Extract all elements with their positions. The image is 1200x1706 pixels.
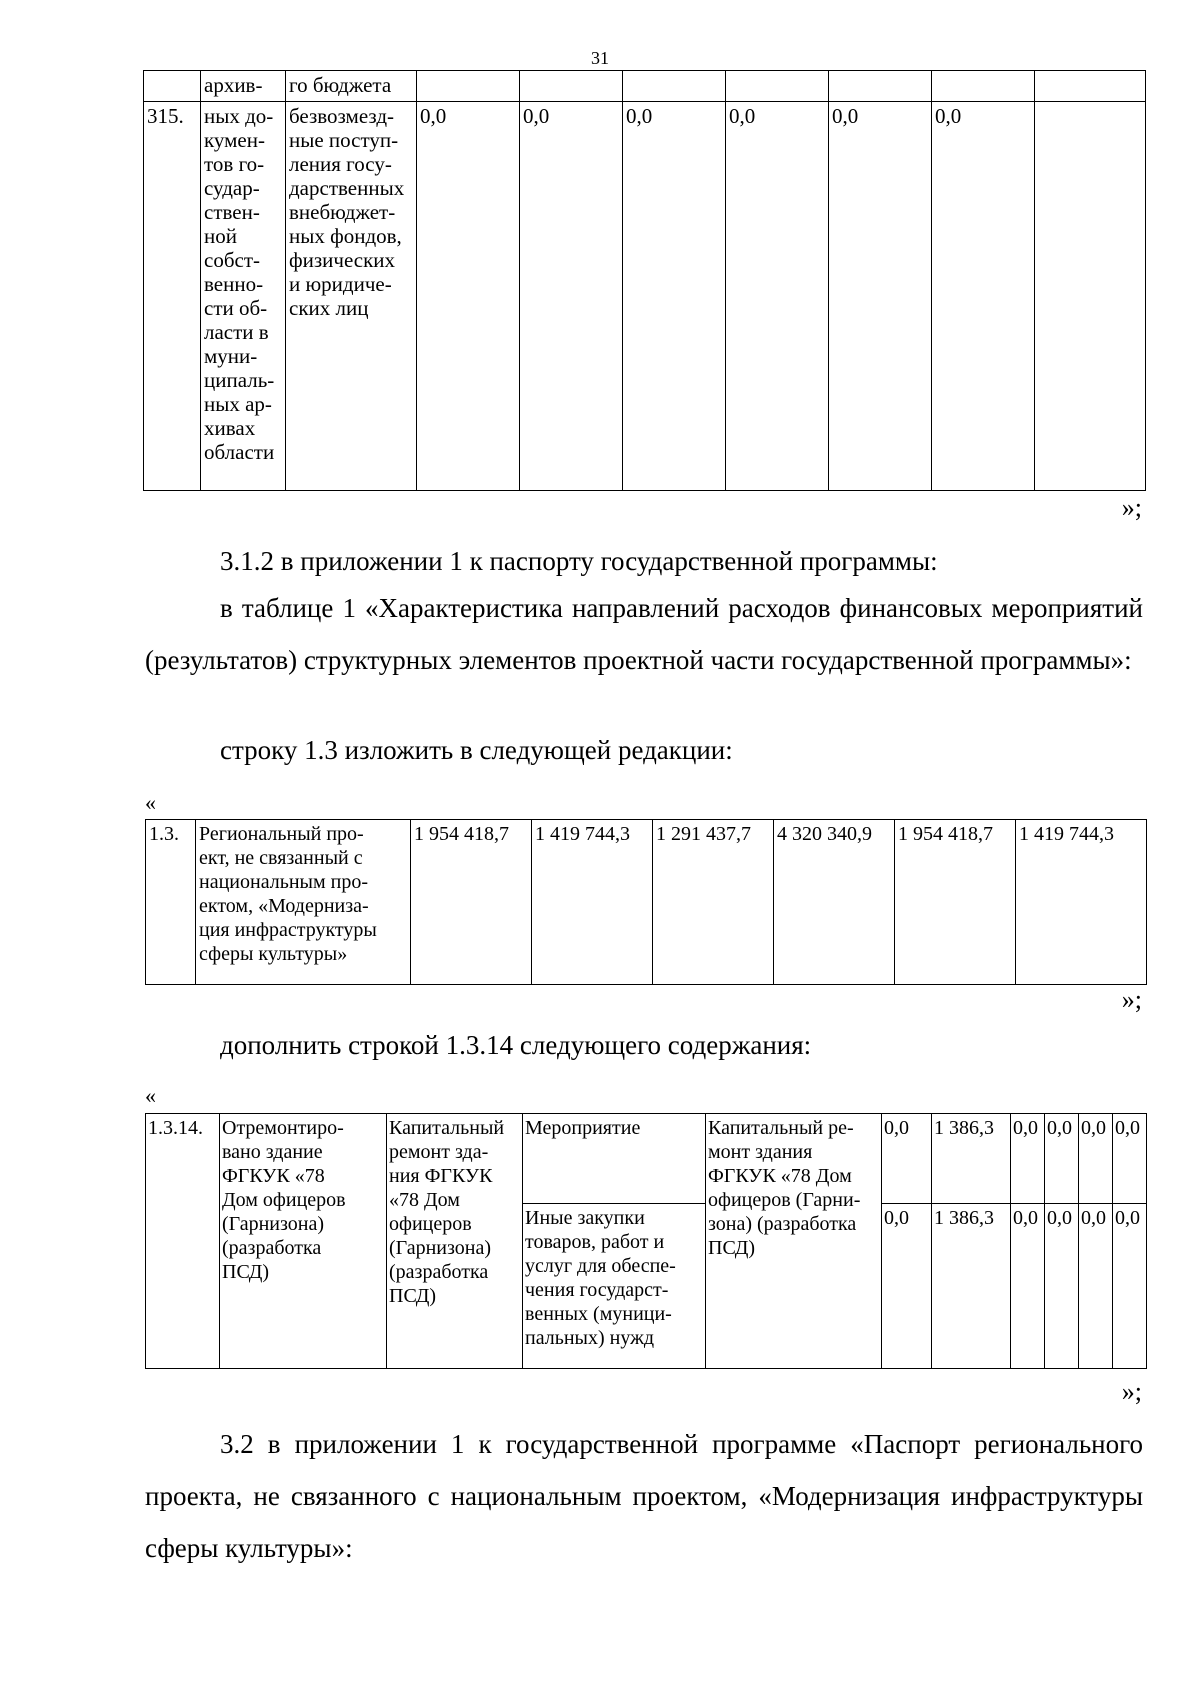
row-number: 315.	[144, 102, 201, 491]
table-cell: архив-	[201, 71, 286, 102]
value-cell: 0,0	[1045, 1204, 1079, 1369]
row-name: ных до- кумен- тов го- судар- ствен- ной собст- венно- сти об- ласти в муни- ципаль- ных ар- хивах области	[201, 102, 286, 491]
value-cell: 0,0	[932, 102, 1035, 491]
table-row-315	[143, 70, 1146, 491]
value-cell: 1 386,3	[932, 1204, 1011, 1369]
value-cell	[1035, 102, 1146, 491]
page-number: 31	[591, 48, 609, 68]
table-cell	[1035, 71, 1146, 102]
value-cell: 1 954 418,7	[411, 820, 532, 985]
value-cell: 0,0	[1011, 1114, 1045, 1204]
value-cell: 0,0	[1011, 1204, 1045, 1369]
table-cell: го бюджета	[286, 71, 417, 102]
paragraph-32: 3.2 в приложении 1 к государственной программе «Паспорт регионального проекта, не связанного с национальным проектом, «Модернизация инфраструктуры сферы культуры»:	[145, 1429, 1143, 1563]
row-type: Мероприятие	[523, 1114, 706, 1204]
close-quote: »;	[1121, 1377, 1142, 1406]
value-cell: 1 386,3	[932, 1114, 1011, 1204]
paragraph-table1: в таблице 1 «Характеристика направлений расходов финансовых мероприятий (результатов) структурных элементов проектной части государственной программы»:	[145, 593, 1143, 675]
table-row	[146, 1114, 1147, 1204]
value-cell: 0,0	[1113, 1204, 1147, 1369]
value-cell: 0,0	[1079, 1114, 1113, 1204]
row-name: Региональный про- ект, не связанный с национальным про- ектом, «Модерниза- ция инфраструктуры сферы культуры»	[196, 820, 411, 985]
table-row-1-3-14	[145, 1113, 1147, 1369]
table-row-1-3	[145, 819, 1147, 985]
open-quote: «	[145, 1083, 156, 1108]
paragraph-312: 3.1.2 в приложении 1 к паспорту государственной программы:	[220, 546, 938, 576]
paragraph-row13: строку 1.3 изложить в следующей редакции:	[220, 735, 733, 765]
value-cell: 1 419 744,3	[1016, 820, 1147, 985]
value-cell: 0,0	[623, 102, 726, 491]
value-cell: 0,0	[882, 1114, 932, 1204]
value-cell: 1 291 437,7	[653, 820, 774, 985]
value-cell: 0,0	[520, 102, 623, 491]
table-cell	[144, 71, 201, 102]
close-quote: »;	[1121, 493, 1142, 522]
value-cell: 0,0	[726, 102, 829, 491]
value-cell: 0,0	[1113, 1114, 1147, 1204]
row-number: 1.3.14.	[146, 1114, 220, 1369]
open-quote: «	[145, 790, 156, 815]
value-cell: 0,0	[882, 1204, 932, 1369]
table-row	[144, 71, 1146, 102]
table-row	[144, 102, 1146, 491]
table-cell	[726, 71, 829, 102]
table-cell	[417, 71, 520, 102]
table-cell	[829, 71, 932, 102]
table-cell	[932, 71, 1035, 102]
row-object: Капитальный ремонт зда- ния ФГКУК «78 Дом офицеров (Гарнизона) (разработка ПСД)	[387, 1114, 523, 1369]
row-source: безвозмезд- ные поступ- ления госу- дарственных внебюджет- ных фондов, физических и юридиче- ских лиц	[286, 102, 417, 491]
value-cell: 0,0	[1079, 1204, 1113, 1369]
row-description: Капитальный ре- монт здания ФГКУК «78 Дом офицеров (Гарни- зона) (разработка ПСД)	[706, 1114, 882, 1369]
table-row	[146, 820, 1147, 985]
value-cell: 0,0	[829, 102, 932, 491]
value-cell: 0,0	[1045, 1114, 1079, 1204]
row-result: Отремонтиро- вано здание ФГКУК «78 Дом офицеров (Гарнизона) (разработка ПСД)	[220, 1114, 387, 1369]
close-quote: »;	[1121, 985, 1142, 1014]
value-cell: 1 419 744,3	[532, 820, 653, 985]
paragraph-add: дополнить строкой 1.3.14 следующего содержания:	[220, 1030, 812, 1060]
row-number: 1.3.	[146, 820, 196, 985]
row-type: Иные закупки товаров, работ и услуг для обеспе- чения государст- венных (муници- пальных) нужд	[523, 1204, 706, 1369]
value-cell: 0,0	[417, 102, 520, 491]
value-cell: 4 320 340,9	[774, 820, 895, 985]
table-cell	[623, 71, 726, 102]
value-cell: 1 954 418,7	[895, 820, 1016, 985]
table-cell	[520, 71, 623, 102]
